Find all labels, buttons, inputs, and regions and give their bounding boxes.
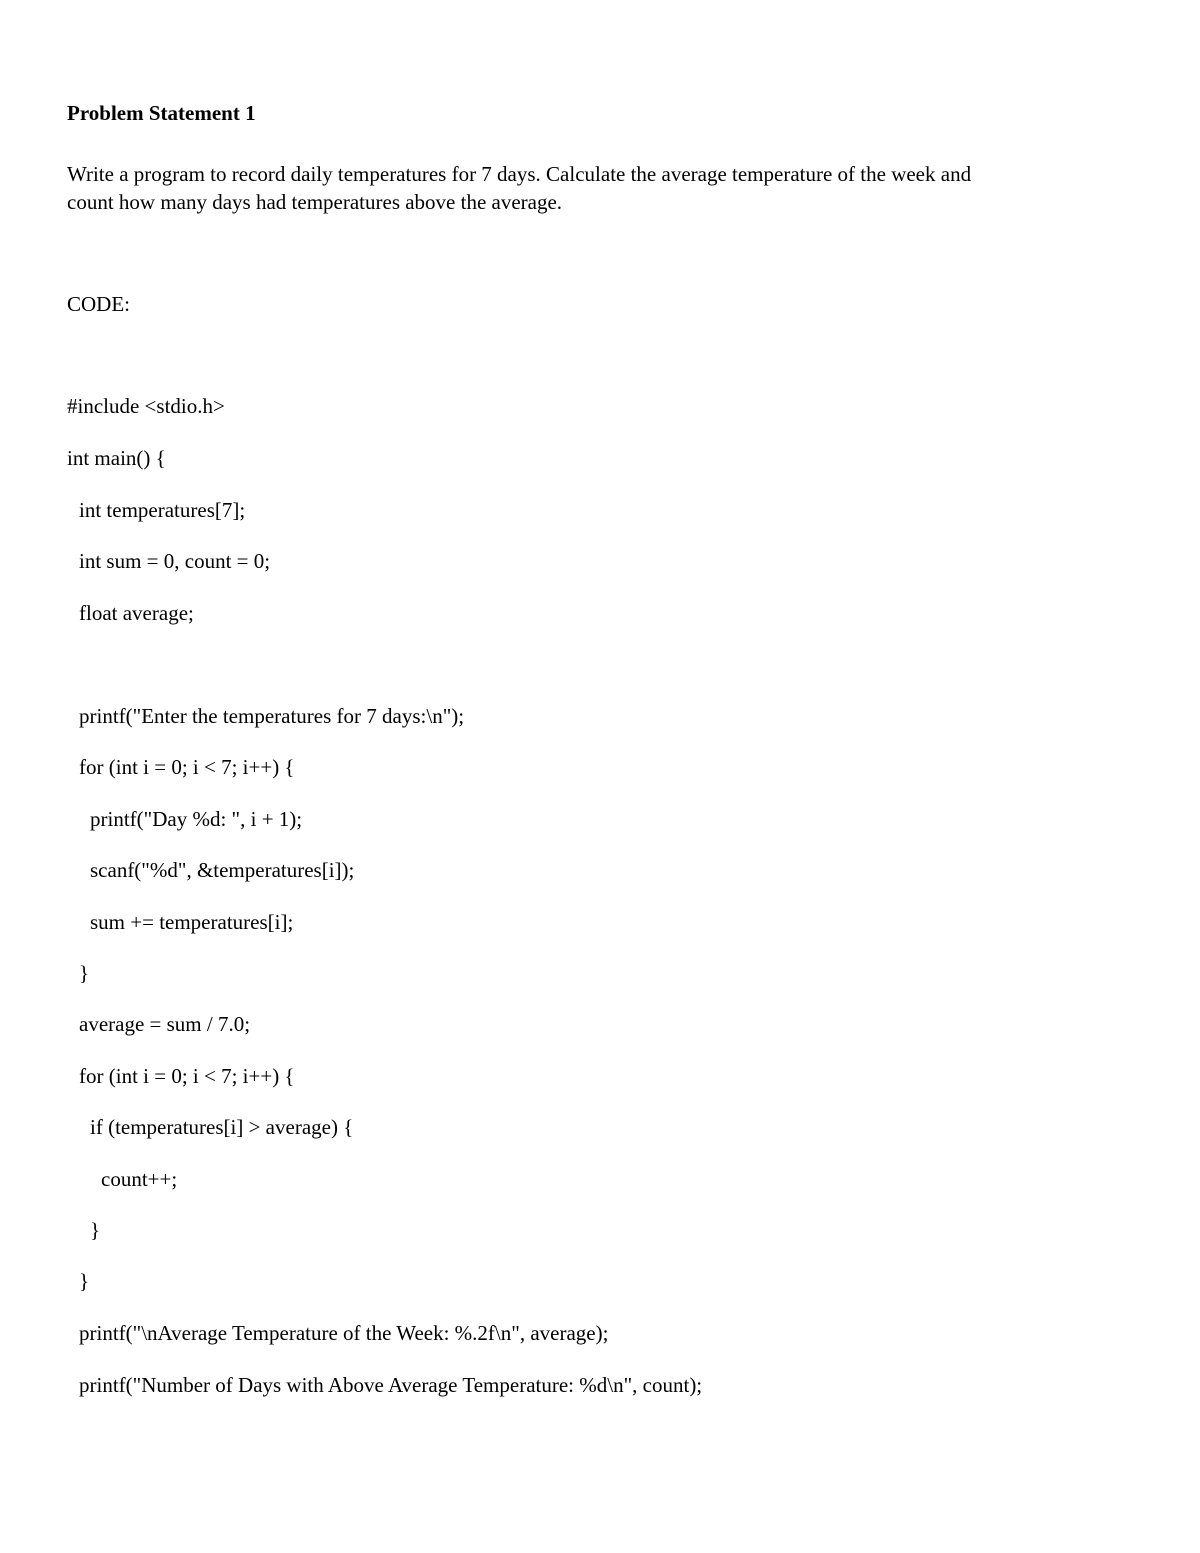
code-line: int sum = 0, count = 0; (79, 549, 271, 573)
code-line: printf("Enter the temperatures for 7 days:\n"); (79, 704, 465, 728)
statement-line-2: count how many days had temperatures above the average. (67, 190, 563, 214)
code-line: #include <stdio.h> (67, 394, 225, 418)
code-line: int temperatures[7]; (79, 498, 246, 522)
statement-line-1: Write a program to record daily temperatures for 7 days. Calculate the average temperature of the week and (67, 162, 972, 186)
code-line: float average; (79, 601, 194, 625)
code-line: sum += temperatures[i]; (90, 910, 294, 934)
problem-heading: Problem Statement 1 (67, 101, 256, 125)
code-line: printf("Day %d: ", i + 1); (90, 807, 303, 831)
code-line: } (79, 1269, 90, 1293)
code-line: printf("Number of Days with Above Average Temperature: %d\n", count); (79, 1373, 703, 1397)
code-line: printf("\nAverage Temperature of the Week: %.2f\n", average); (79, 1321, 609, 1345)
code-label: CODE: (67, 292, 130, 316)
code-line: scanf("%d", &temperatures[i]); (90, 858, 355, 882)
code-line: if (temperatures[i] > average) { (90, 1115, 354, 1139)
code-line: average = sum / 7.0; (79, 1012, 251, 1036)
code-line: } (90, 1218, 101, 1242)
code-line: count++; (101, 1167, 178, 1191)
code-line: int main() { (67, 446, 166, 470)
code-line: for (int i = 0; i < 7; i++) { (79, 755, 295, 779)
code-line: } (79, 961, 90, 985)
code-line: for (int i = 0; i < 7; i++) { (79, 1064, 295, 1088)
